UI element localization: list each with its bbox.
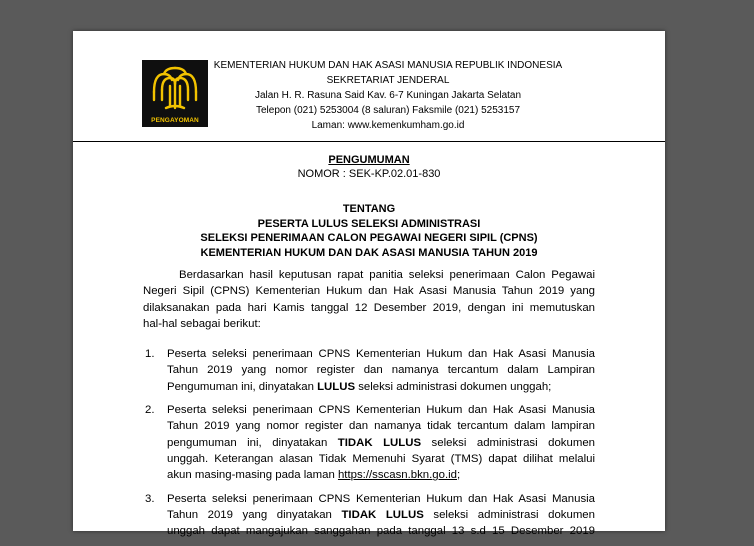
text-line: Berdasarkan hasil keputusan rapat panitia seleksi penerimaan Calon Pegawai	[179, 269, 595, 281]
text-run: Pengumuman ini, dinyatakan	[167, 380, 318, 393]
status-lulus: LULUS	[317, 380, 356, 393]
secretariat-name: SEKRETARIAT JENDERAL	[326, 75, 450, 86]
text-line	[167, 507, 595, 523]
subject-heading	[73, 202, 665, 260]
website: Laman: www.kemenkumham.go.id	[311, 120, 465, 131]
item-number: 1.	[145, 348, 155, 361]
text-run: Tahun 2019 yang dinyatakan	[167, 508, 342, 521]
text-line	[167, 467, 595, 483]
list-item	[143, 346, 595, 395]
text-run: ;	[457, 469, 461, 482]
text-line: Peserta seleksi penerimaan CPNS Kementerian Hukum dan Hak Asasi Manusia	[167, 492, 595, 505]
text-run: seleksi administrasi dokumen	[423, 508, 595, 521]
subject-label: TENTANG	[342, 203, 396, 215]
text-line	[167, 435, 595, 451]
status-tidak-lulus: TIDAK LULUS	[341, 508, 424, 521]
banyan-tree-emblem	[142, 60, 208, 116]
text-line: Tahun 2019 yang nomor register dan namanya tidak tercantum dalam lampiran	[167, 420, 595, 433]
document-page	[73, 31, 665, 538]
text-line: dilaksanakan pada hari Kamis tanggal 12 Desember 2019, dengan ini memutuskan	[143, 301, 595, 314]
intro-paragraph	[143, 267, 595, 332]
subject-line: PESERTA LULUS SELEKSI ADMINISTRASI	[257, 217, 481, 230]
announcement-title: PENGUMUMAN	[328, 154, 410, 166]
status-tidak-lulus: TIDAK LULUS	[337, 436, 422, 449]
text-run: seleksi administrasi dokumen	[421, 436, 595, 449]
document-body	[143, 267, 595, 546]
text-line: Negeri Sipil (CPNS) Kementerian Hukum dan Hak Asasi Manusia Tahun 2019 yang	[143, 285, 595, 298]
sscasn-link[interactable]: https://sscasn.bkn.go.id	[337, 469, 458, 482]
text-line: hal-hal sebagai berikut:	[143, 317, 261, 330]
letterhead-divider	[73, 141, 665, 142]
text-line: unggah. Keterangan alasan Tidak Memenuhi Syarat (TMS) dapat dilihat melalui	[167, 452, 595, 465]
subject-line: KEMENTERIAN HUKUM DAN DAK ASASI MANUSIA TAHUN 2019	[200, 246, 538, 259]
letterhead	[208, 58, 568, 133]
list-item	[143, 491, 595, 540]
text-line: Tahun 2019 yang nomor register dan namanya tercantum dalam Lampiran	[167, 364, 595, 377]
list-item	[143, 402, 595, 483]
pengayoman-logo	[142, 60, 208, 127]
text-run: akun masing-masing pada laman	[167, 469, 338, 482]
address: Jalan H. R. Rasuna Said Kav. 6-7 Kuningan Jakarta Selatan	[254, 90, 522, 101]
ministry-name: KEMENTERIAN HUKUM DAN HAK ASASI MANUSIA REPUBLIK INDONESIA	[213, 60, 563, 71]
item-number: 3.	[145, 492, 155, 505]
subject-line: SELEKSI PENERIMAAN CALON PEGAWAI NEGERI SIPIL (CPNS)	[200, 232, 538, 244]
announcement-number: NOMOR : SEK-KP.02.01-830	[297, 168, 441, 180]
logo-caption: PENGAYOMAN	[151, 117, 199, 124]
text-line	[167, 379, 595, 395]
decision-list	[143, 346, 595, 539]
phone-fax: Telepon (021) 5253004 (8 saluran) Faksmile (021) 5253157	[255, 105, 521, 116]
text-line: Peserta seleksi penerimaan CPNS Kementerian Hukum dan Hak Asasi Manusia	[167, 404, 595, 417]
announcement-heading	[73, 153, 665, 181]
text-run: seleksi administrasi dokumen unggah;	[355, 380, 552, 393]
text-line: unggah dapat mangajukan sanggahan pada tanggal 13 s.d 15 Desember 2019	[167, 525, 595, 538]
text-line: Peserta seleksi penerimaan CPNS Kementerian Hukum dan Hak Asasi Manusia	[167, 348, 595, 361]
item-number: 2.	[145, 404, 155, 417]
text-run: pengumuman ini, dinyatakan	[167, 436, 338, 449]
